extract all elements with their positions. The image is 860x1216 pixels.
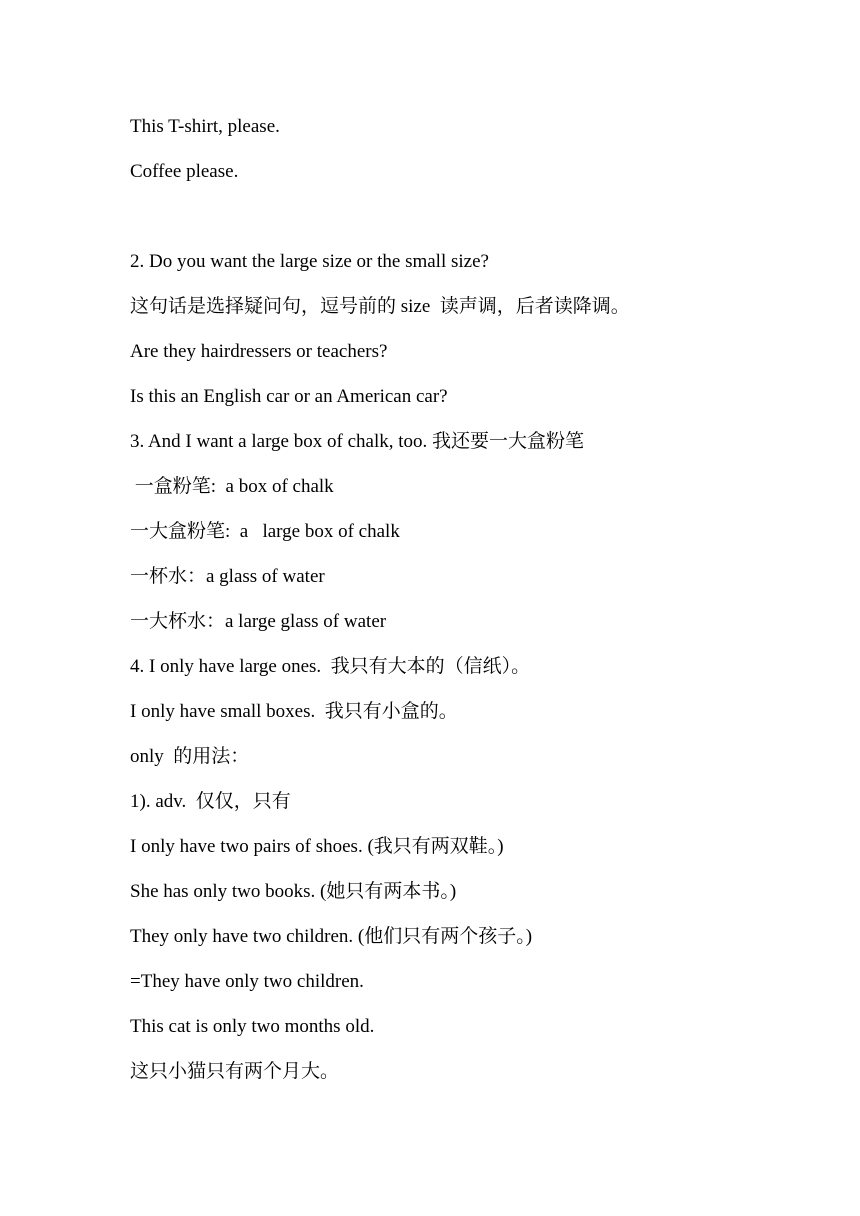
text-line: 一杯水：a glass of water xyxy=(130,566,325,587)
text-line: Are they hairdressers or teachers? xyxy=(130,341,388,362)
text-line: 一盒粉笔: a box of chalk xyxy=(130,476,334,497)
text-line: 1). adv. 仅仅，只有 xyxy=(130,791,291,812)
text-line: 2. Do you want the large size or the small size? xyxy=(130,251,489,272)
text-line: 一大盒粉笔: a large box of chalk xyxy=(130,521,400,542)
text-line: 4. I only have large ones. 我只有大本的（信纸）。 xyxy=(130,656,531,677)
text-line: This cat is only two months old. xyxy=(130,1016,375,1037)
text-line: She has only two books. (她只有两本书。) xyxy=(130,881,457,902)
text-line: I only have small boxes. 我只有小盒的。 xyxy=(130,701,458,722)
text-line: 3. And I want a large box of chalk, too. 我还要一大盒粉笔 xyxy=(130,431,584,452)
text-line: Coffee please. xyxy=(130,161,239,182)
text-line: They only have two children. (他们只有两个孩子。) xyxy=(130,926,533,947)
text-line: only 的用法： xyxy=(130,746,250,767)
text-line: 一大杯水：a large glass of water xyxy=(130,611,387,632)
text-line: 这句话是选择疑问句，逗号前的 size 读声调，后者读降调。 xyxy=(130,296,630,317)
text-line: This T-shirt, please. xyxy=(130,116,280,137)
text-line: I only have two pairs of shoes. (我只有两双鞋。) xyxy=(130,836,504,857)
text-line: Is this an English car or an American car? xyxy=(130,386,448,407)
text-line: =They have only two children. xyxy=(130,971,364,992)
text-line: 这只小猫只有两个月大。 xyxy=(130,1061,340,1082)
